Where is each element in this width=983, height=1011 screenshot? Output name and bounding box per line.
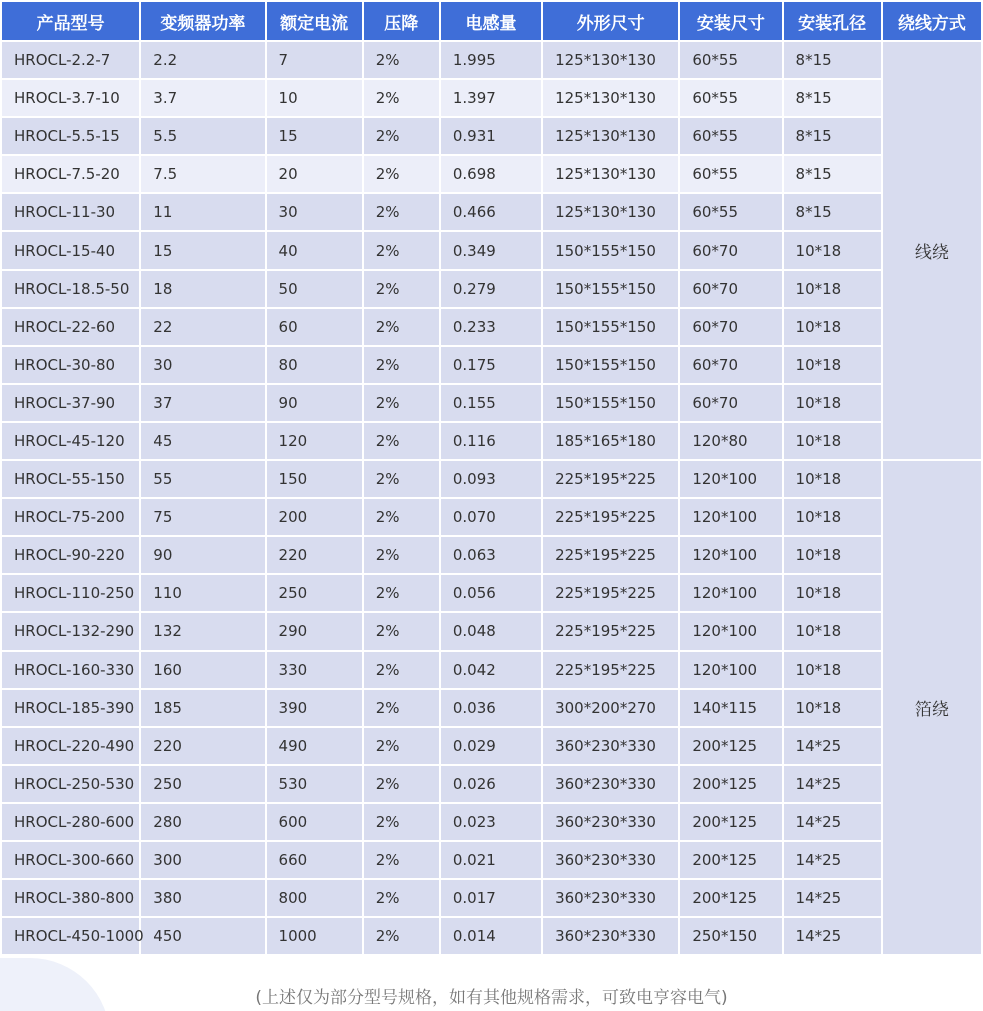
cell-dimensions: 225*195*225 bbox=[543, 613, 678, 649]
cell-mounting-size: 60*55 bbox=[680, 194, 781, 230]
cell-inductance: 0.021 bbox=[441, 842, 541, 878]
cell-mounting-hole: 14*25 bbox=[784, 804, 881, 840]
cell-voltage-drop: 2% bbox=[364, 499, 439, 535]
cell-mounting-size: 60*55 bbox=[680, 42, 781, 78]
cell-voltage-drop: 2% bbox=[364, 271, 439, 307]
cell-mounting-size: 250*150 bbox=[680, 918, 781, 954]
cell-dimensions: 360*230*330 bbox=[543, 880, 678, 916]
cell-model: HROCL-380-800 bbox=[2, 880, 139, 916]
cell-voltage-drop: 2% bbox=[364, 232, 439, 268]
cell-inverter-power: 45 bbox=[141, 423, 264, 459]
header-dimensions: 外形尺寸 bbox=[543, 2, 678, 40]
cell-mounting-hole: 8*15 bbox=[784, 156, 881, 192]
cell-voltage-drop: 2% bbox=[364, 118, 439, 154]
cell-inductance: 0.023 bbox=[441, 804, 541, 840]
cell-mounting-hole: 10*18 bbox=[784, 690, 881, 726]
cell-inductance: 0.279 bbox=[441, 271, 541, 307]
cell-mounting-size: 60*55 bbox=[680, 118, 781, 154]
cell-inverter-power: 55 bbox=[141, 461, 264, 497]
cell-inverter-power: 3.7 bbox=[141, 80, 264, 116]
cell-mounting-hole: 8*15 bbox=[784, 42, 881, 78]
table-body bbox=[2, 42, 981, 954]
cell-inductance: 0.116 bbox=[441, 423, 541, 459]
cell-rated-current: 15 bbox=[267, 118, 362, 154]
header-inductance: 电感量 bbox=[441, 2, 541, 40]
cell-inverter-power: 300 bbox=[141, 842, 264, 878]
cell-model: HROCL-18.5-50 bbox=[2, 271, 139, 307]
cell-rated-current: 50 bbox=[267, 271, 362, 307]
cell-mounting-hole: 10*18 bbox=[784, 499, 881, 535]
cell-rated-current: 120 bbox=[267, 423, 362, 459]
cell-inverter-power: 2.2 bbox=[141, 42, 264, 78]
cell-model: HROCL-300-660 bbox=[2, 842, 139, 878]
cell-mounting-hole: 8*15 bbox=[784, 118, 881, 154]
cell-mounting-size: 60*55 bbox=[680, 156, 781, 192]
cell-inverter-power: 75 bbox=[141, 499, 264, 535]
cell-model: HROCL-22-60 bbox=[2, 309, 139, 345]
cell-dimensions: 125*130*130 bbox=[543, 118, 678, 154]
cell-voltage-drop: 2% bbox=[364, 347, 439, 383]
cell-voltage-drop: 2% bbox=[364, 766, 439, 802]
cell-mounting-size: 200*125 bbox=[680, 728, 781, 764]
cell-winding-type: 线绕 bbox=[883, 42, 981, 459]
cell-inverter-power: 30 bbox=[141, 347, 264, 383]
header-rated-current: 额定电流 bbox=[267, 2, 362, 40]
cell-dimensions: 225*195*225 bbox=[543, 652, 678, 688]
cell-inductance: 0.056 bbox=[441, 575, 541, 611]
cell-mounting-hole: 10*18 bbox=[784, 423, 881, 459]
cell-dimensions: 150*155*150 bbox=[543, 309, 678, 345]
table-row bbox=[2, 42, 981, 78]
cell-voltage-drop: 2% bbox=[364, 423, 439, 459]
cell-mounting-size: 120*100 bbox=[680, 575, 781, 611]
cell-mounting-size: 60*70 bbox=[680, 347, 781, 383]
cell-dimensions: 225*195*225 bbox=[543, 575, 678, 611]
cell-mounting-hole: 10*18 bbox=[784, 232, 881, 268]
cell-mounting-hole: 8*15 bbox=[784, 194, 881, 230]
cell-mounting-size: 200*125 bbox=[680, 804, 781, 840]
header-winding-type: 绕线方式 bbox=[883, 2, 981, 40]
cell-inductance: 0.233 bbox=[441, 309, 541, 345]
table-row bbox=[2, 575, 981, 611]
cell-inverter-power: 11 bbox=[141, 194, 264, 230]
header-inverter-power: 变频器功率 bbox=[141, 2, 264, 40]
cell-rated-current: 40 bbox=[267, 232, 362, 268]
cell-rated-current: 330 bbox=[267, 652, 362, 688]
cell-winding-type: 箔绕 bbox=[883, 461, 981, 954]
cell-rated-current: 7 bbox=[267, 42, 362, 78]
cell-voltage-drop: 2% bbox=[364, 461, 439, 497]
cell-voltage-drop: 2% bbox=[364, 80, 439, 116]
cell-inverter-power: 7.5 bbox=[141, 156, 264, 192]
cell-dimensions: 300*200*270 bbox=[543, 690, 678, 726]
cell-mounting-hole: 10*18 bbox=[784, 461, 881, 497]
table-row bbox=[2, 80, 981, 116]
cell-inductance: 0.042 bbox=[441, 652, 541, 688]
cell-mounting-hole: 14*25 bbox=[784, 766, 881, 802]
cell-inductance: 0.026 bbox=[441, 766, 541, 802]
cell-inverter-power: 132 bbox=[141, 613, 264, 649]
cell-mounting-hole: 10*18 bbox=[784, 309, 881, 345]
table-row bbox=[2, 271, 981, 307]
cell-mounting-hole: 14*25 bbox=[784, 842, 881, 878]
cell-rated-current: 660 bbox=[267, 842, 362, 878]
cell-inverter-power: 5.5 bbox=[141, 118, 264, 154]
cell-model: HROCL-37-90 bbox=[2, 385, 139, 421]
cell-inductance: 1.397 bbox=[441, 80, 541, 116]
cell-model: HROCL-55-150 bbox=[2, 461, 139, 497]
cell-model: HROCL-30-80 bbox=[2, 347, 139, 383]
cell-inductance: 0.175 bbox=[441, 347, 541, 383]
cell-mounting-size: 60*70 bbox=[680, 385, 781, 421]
cell-dimensions: 125*130*130 bbox=[543, 194, 678, 230]
cell-dimensions: 360*230*330 bbox=[543, 804, 678, 840]
cell-model: HROCL-132-290 bbox=[2, 613, 139, 649]
table-row bbox=[2, 690, 981, 726]
cell-voltage-drop: 2% bbox=[364, 194, 439, 230]
cell-rated-current: 390 bbox=[267, 690, 362, 726]
cell-dimensions: 360*230*330 bbox=[543, 766, 678, 802]
cell-dimensions: 125*130*130 bbox=[543, 156, 678, 192]
cell-rated-current: 250 bbox=[267, 575, 362, 611]
cell-mounting-size: 120*100 bbox=[680, 461, 781, 497]
cell-rated-current: 220 bbox=[267, 537, 362, 573]
header-row bbox=[2, 2, 981, 40]
cell-dimensions: 125*130*130 bbox=[543, 80, 678, 116]
cell-inductance: 0.466 bbox=[441, 194, 541, 230]
table-row bbox=[2, 804, 981, 840]
cell-mounting-hole: 14*25 bbox=[784, 918, 881, 954]
cell-dimensions: 225*195*225 bbox=[543, 461, 678, 497]
cell-dimensions: 360*230*330 bbox=[543, 728, 678, 764]
cell-model: HROCL-3.7-10 bbox=[2, 80, 139, 116]
cell-dimensions: 150*155*150 bbox=[543, 385, 678, 421]
cell-mounting-hole: 10*18 bbox=[784, 347, 881, 383]
cell-inverter-power: 280 bbox=[141, 804, 264, 840]
cell-model: HROCL-160-330 bbox=[2, 652, 139, 688]
cell-rated-current: 10 bbox=[267, 80, 362, 116]
cell-mounting-hole: 10*18 bbox=[784, 575, 881, 611]
cell-inductance: 0.931 bbox=[441, 118, 541, 154]
cell-mounting-size: 140*115 bbox=[680, 690, 781, 726]
cell-rated-current: 200 bbox=[267, 499, 362, 535]
table-row bbox=[2, 613, 981, 649]
cell-voltage-drop: 2% bbox=[364, 918, 439, 954]
table-row bbox=[2, 537, 981, 573]
cell-mounting-hole: 10*18 bbox=[784, 385, 881, 421]
cell-mounting-size: 60*70 bbox=[680, 309, 781, 345]
cell-voltage-drop: 2% bbox=[364, 309, 439, 345]
cell-inductance: 0.093 bbox=[441, 461, 541, 497]
cell-model: HROCL-280-600 bbox=[2, 804, 139, 840]
cell-voltage-drop: 2% bbox=[364, 842, 439, 878]
cell-inverter-power: 380 bbox=[141, 880, 264, 916]
cell-voltage-drop: 2% bbox=[364, 728, 439, 764]
cell-model: HROCL-90-220 bbox=[2, 537, 139, 573]
header-mounting-size: 安装尺寸 bbox=[680, 2, 781, 40]
cell-mounting-hole: 10*18 bbox=[784, 613, 881, 649]
table-row bbox=[2, 385, 981, 421]
cell-mounting-size: 200*125 bbox=[680, 766, 781, 802]
cell-mounting-size: 120*80 bbox=[680, 423, 781, 459]
cell-voltage-drop: 2% bbox=[364, 385, 439, 421]
cell-inductance: 0.029 bbox=[441, 728, 541, 764]
cell-dimensions: 150*155*150 bbox=[543, 232, 678, 268]
cell-model: HROCL-220-490 bbox=[2, 728, 139, 764]
cell-inductance: 0.349 bbox=[441, 232, 541, 268]
table-row bbox=[2, 461, 981, 497]
cell-inverter-power: 250 bbox=[141, 766, 264, 802]
cell-rated-current: 490 bbox=[267, 728, 362, 764]
cell-inductance: 0.155 bbox=[441, 385, 541, 421]
cell-model: HROCL-450-1000 bbox=[2, 918, 139, 954]
cell-rated-current: 800 bbox=[267, 880, 362, 916]
table-row bbox=[2, 232, 981, 268]
footnote: (上述仅为部分型号规格，如有其他规格需求，可致电亨容电气) bbox=[255, 988, 728, 1008]
cell-mounting-size: 120*100 bbox=[680, 613, 781, 649]
table-row bbox=[2, 118, 981, 154]
cell-model: HROCL-15-40 bbox=[2, 232, 139, 268]
cell-model: HROCL-5.5-15 bbox=[2, 118, 139, 154]
header-model: 产品型号 bbox=[2, 2, 139, 40]
cell-voltage-drop: 2% bbox=[364, 804, 439, 840]
cell-inductance: 0.698 bbox=[441, 156, 541, 192]
cell-voltage-drop: 2% bbox=[364, 690, 439, 726]
table-row bbox=[2, 423, 981, 459]
cell-model: HROCL-250-530 bbox=[2, 766, 139, 802]
cell-inverter-power: 22 bbox=[141, 309, 264, 345]
cell-rated-current: 290 bbox=[267, 613, 362, 649]
cell-inductance: 1.995 bbox=[441, 42, 541, 78]
cell-model: HROCL-45-120 bbox=[2, 423, 139, 459]
cell-voltage-drop: 2% bbox=[364, 156, 439, 192]
cell-mounting-size: 200*125 bbox=[680, 880, 781, 916]
cell-mounting-hole: 8*15 bbox=[784, 80, 881, 116]
cell-rated-current: 150 bbox=[267, 461, 362, 497]
cell-dimensions: 360*230*330 bbox=[543, 918, 678, 954]
table-row bbox=[2, 842, 981, 878]
cell-rated-current: 1000 bbox=[267, 918, 362, 954]
cell-mounting-hole: 10*18 bbox=[784, 652, 881, 688]
cell-voltage-drop: 2% bbox=[364, 613, 439, 649]
cell-inverter-power: 18 bbox=[141, 271, 264, 307]
cell-voltage-drop: 2% bbox=[364, 880, 439, 916]
cell-rated-current: 60 bbox=[267, 309, 362, 345]
cell-mounting-hole: 10*18 bbox=[784, 271, 881, 307]
cell-inverter-power: 90 bbox=[141, 537, 264, 573]
cell-rated-current: 530 bbox=[267, 766, 362, 802]
cell-inverter-power: 110 bbox=[141, 575, 264, 611]
table-row bbox=[2, 347, 981, 383]
table-row bbox=[2, 652, 981, 688]
cell-inductance: 0.048 bbox=[441, 613, 541, 649]
cell-model: HROCL-11-30 bbox=[2, 194, 139, 230]
cell-mounting-size: 120*100 bbox=[680, 652, 781, 688]
cell-inductance: 0.063 bbox=[441, 537, 541, 573]
cell-voltage-drop: 2% bbox=[364, 537, 439, 573]
cell-rated-current: 600 bbox=[267, 804, 362, 840]
table-row bbox=[2, 880, 981, 916]
cell-rated-current: 30 bbox=[267, 194, 362, 230]
cell-model: HROCL-7.5-20 bbox=[2, 156, 139, 192]
cell-model: HROCL-2.2-7 bbox=[2, 42, 139, 78]
cell-inverter-power: 450 bbox=[141, 918, 264, 954]
cell-voltage-drop: 2% bbox=[364, 575, 439, 611]
cell-mounting-hole: 10*18 bbox=[784, 537, 881, 573]
cell-inverter-power: 220 bbox=[141, 728, 264, 764]
cell-model: HROCL-75-200 bbox=[2, 499, 139, 535]
cell-rated-current: 20 bbox=[267, 156, 362, 192]
cell-voltage-drop: 2% bbox=[364, 42, 439, 78]
cell-mounting-size: 200*125 bbox=[680, 842, 781, 878]
cell-mounting-size: 60*70 bbox=[680, 271, 781, 307]
cell-dimensions: 150*155*150 bbox=[543, 271, 678, 307]
cell-mounting-size: 60*70 bbox=[680, 232, 781, 268]
cell-model: HROCL-110-250 bbox=[2, 575, 139, 611]
cell-mounting-size: 60*55 bbox=[680, 80, 781, 116]
cell-voltage-drop: 2% bbox=[364, 652, 439, 688]
cell-inductance: 0.017 bbox=[441, 880, 541, 916]
cell-mounting-size: 120*100 bbox=[680, 499, 781, 535]
header-mounting-hole: 安装孔径 bbox=[784, 2, 881, 40]
cell-inverter-power: 15 bbox=[141, 232, 264, 268]
cell-dimensions: 185*165*180 bbox=[543, 423, 678, 459]
cell-inverter-power: 185 bbox=[141, 690, 264, 726]
cell-mounting-hole: 14*25 bbox=[784, 880, 881, 916]
cell-dimensions: 225*195*225 bbox=[543, 537, 678, 573]
cell-rated-current: 90 bbox=[267, 385, 362, 421]
cell-inductance: 0.014 bbox=[441, 918, 541, 954]
table-row bbox=[2, 728, 981, 764]
cell-model: HROCL-185-390 bbox=[2, 690, 139, 726]
table-row bbox=[2, 194, 981, 230]
cell-rated-current: 80 bbox=[267, 347, 362, 383]
cell-dimensions: 150*155*150 bbox=[543, 347, 678, 383]
table-row bbox=[2, 918, 981, 954]
cell-dimensions: 225*195*225 bbox=[543, 499, 678, 535]
cell-dimensions: 125*130*130 bbox=[543, 42, 678, 78]
table-row bbox=[2, 309, 981, 345]
cell-inverter-power: 37 bbox=[141, 385, 264, 421]
cell-inverter-power: 160 bbox=[141, 652, 264, 688]
cell-mounting-size: 120*100 bbox=[680, 537, 781, 573]
table-row bbox=[2, 766, 981, 802]
cell-inductance: 0.036 bbox=[441, 690, 541, 726]
header-voltage-drop: 压降 bbox=[364, 2, 439, 40]
cell-dimensions: 360*230*330 bbox=[543, 842, 678, 878]
cell-mounting-hole: 14*25 bbox=[784, 728, 881, 764]
table-row bbox=[2, 156, 981, 192]
cell-inductance: 0.070 bbox=[441, 499, 541, 535]
table-row bbox=[2, 499, 981, 535]
